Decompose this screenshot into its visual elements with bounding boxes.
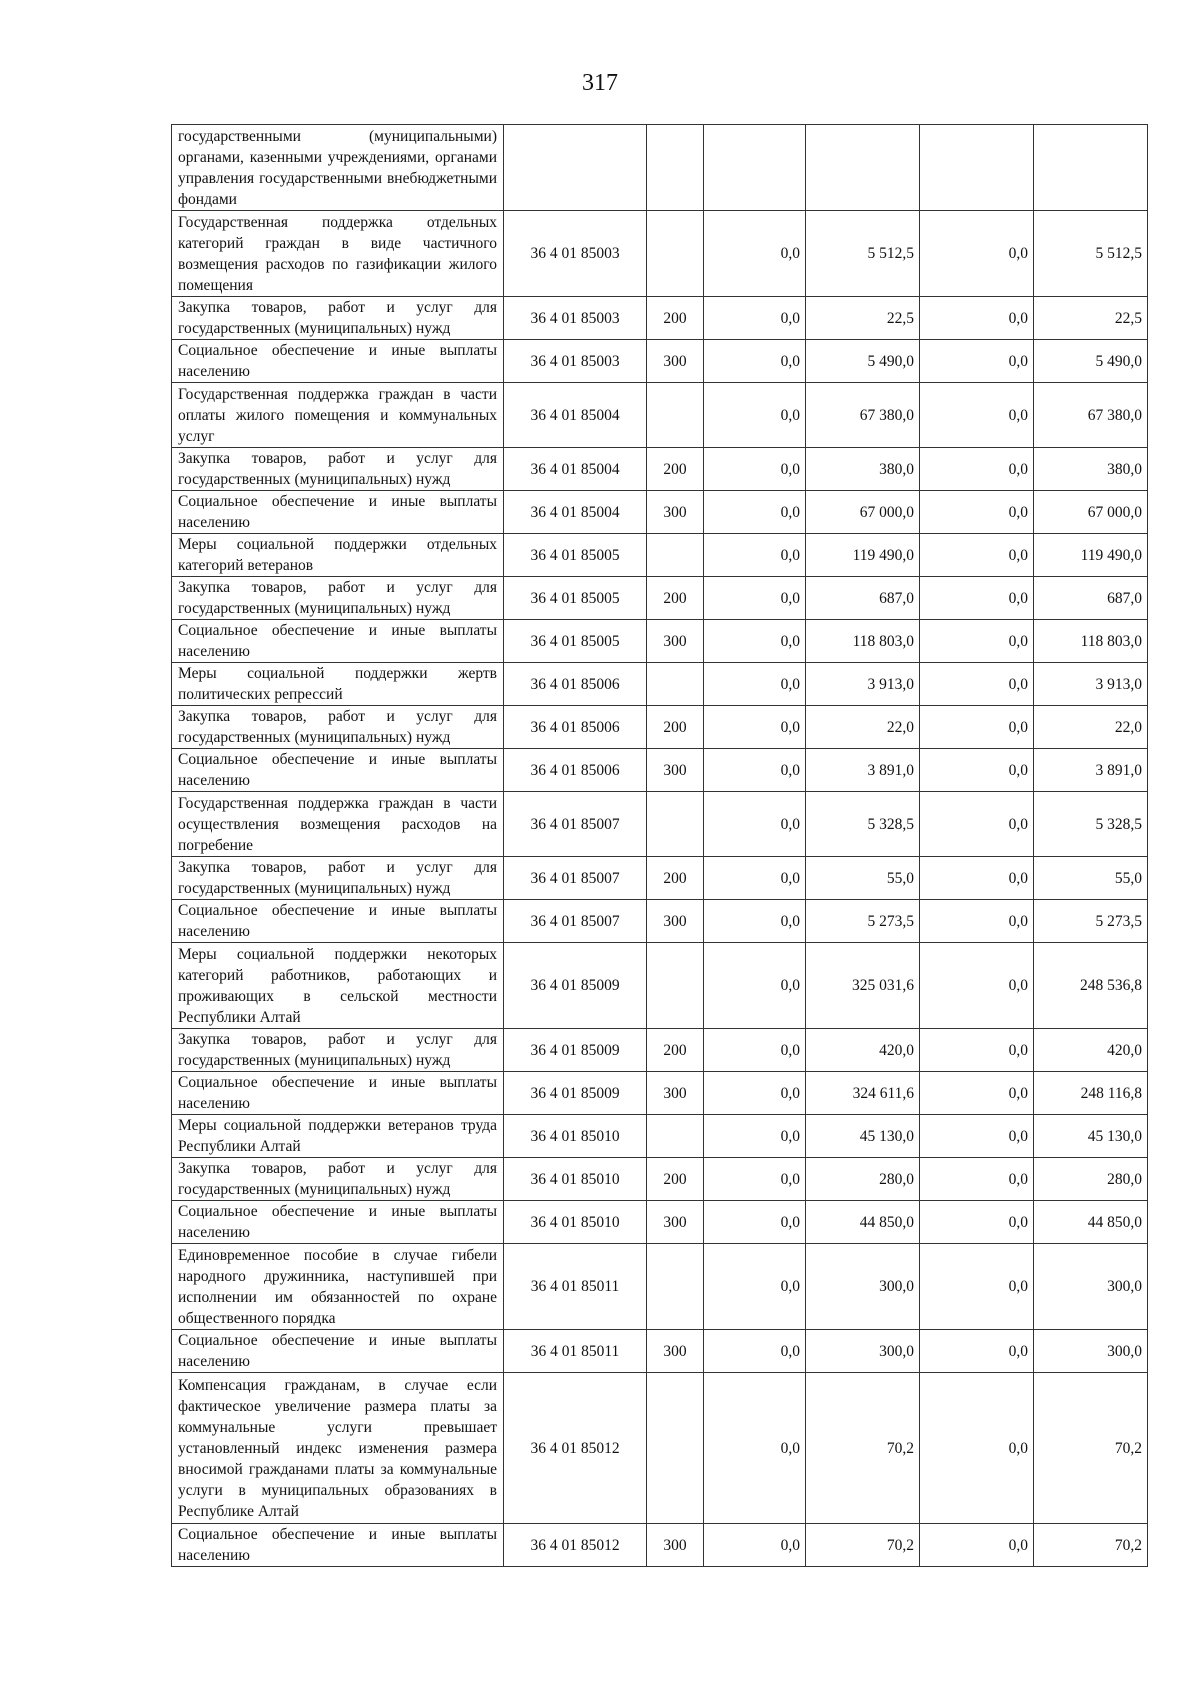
table-row [172,1072,1148,1115]
cell-expense-type: 300 [647,749,704,792]
cell-amount-3: 0,0 [920,1524,1034,1567]
cell-description: Социальное обеспечение и иные выплаты населению [172,900,504,943]
cell-target-code [504,125,647,211]
cell-amount-1: 0,0 [704,1524,806,1567]
cell-target-code: 36 4 01 85005 [504,620,647,663]
cell-target-code: 36 4 01 85003 [504,340,647,383]
cell-amount-3: 0,0 [920,1115,1034,1158]
cell-expense-type: 300 [647,620,704,663]
cell-target-code: 36 4 01 85007 [504,900,647,943]
cell-amount-2: 420,0 [806,1029,920,1072]
cell-amount-2: 3 891,0 [806,749,920,792]
cell-target-code: 36 4 01 85003 [504,297,647,340]
cell-amount-2: 119 490,0 [806,534,920,577]
cell-amount-4: 119 490,0 [1034,534,1148,577]
cell-target-code: 36 4 01 85006 [504,663,647,706]
cell-target-code: 36 4 01 85009 [504,943,647,1029]
cell-target-code: 36 4 01 85004 [504,383,647,448]
cell-amount-1: 0,0 [704,1115,806,1158]
cell-description: Меры социальной поддержки некоторых категорий работников, работающих и проживающих в сельской местности Республики Алтай [172,943,504,1029]
cell-description: Государственная поддержка граждан в части оплаты жилого помещения и коммунальных услуг [172,383,504,448]
cell-amount-4: 70,2 [1034,1373,1148,1524]
cell-amount-4: 22,0 [1034,706,1148,749]
cell-amount-2 [806,125,920,211]
cell-expense-type [647,534,704,577]
cell-target-code: 36 4 01 85007 [504,857,647,900]
cell-target-code: 36 4 01 85004 [504,448,647,491]
cell-expense-type: 300 [647,1524,704,1567]
cell-target-code: 36 4 01 85006 [504,706,647,749]
cell-amount-1: 0,0 [704,340,806,383]
table-row [172,620,1148,663]
cell-description: Меры социальной поддержки ветеранов труда Республики Алтай [172,1115,504,1158]
cell-expense-type: 300 [647,1072,704,1115]
cell-amount-3: 0,0 [920,749,1034,792]
cell-amount-3: 0,0 [920,620,1034,663]
cell-amount-4: 67 000,0 [1034,491,1148,534]
cell-amount-1: 0,0 [704,857,806,900]
cell-expense-type: 200 [647,1158,704,1201]
cell-amount-3: 0,0 [920,1244,1034,1330]
cell-target-code: 36 4 01 85005 [504,534,647,577]
cell-amount-3: 0,0 [920,1072,1034,1115]
cell-amount-4: 67 380,0 [1034,383,1148,448]
cell-amount-1: 0,0 [704,448,806,491]
cell-amount-2: 5 512,5 [806,211,920,297]
cell-description: Социальное обеспечение и иные выплаты населению [172,1524,504,1567]
page-number: 317 [582,70,618,96]
cell-expense-type [647,383,704,448]
table-row [172,943,1148,1029]
table-row [172,1244,1148,1330]
cell-amount-3: 0,0 [920,663,1034,706]
cell-amount-3: 0,0 [920,211,1034,297]
cell-amount-2: 687,0 [806,577,920,620]
cell-expense-type [647,1373,704,1524]
cell-description: Меры социальной поддержки жертв политических репрессий [172,663,504,706]
cell-expense-type [647,125,704,211]
budget-table [171,124,1148,1567]
cell-amount-3: 0,0 [920,534,1034,577]
cell-target-code: 36 4 01 85011 [504,1330,647,1373]
cell-description: Социальное обеспечение и иные выплаты населению [172,491,504,534]
cell-amount-2: 44 850,0 [806,1201,920,1244]
cell-amount-4: 3 891,0 [1034,749,1148,792]
cell-amount-3: 0,0 [920,1373,1034,1524]
cell-target-code: 36 4 01 85012 [504,1524,647,1567]
cell-amount-3: 0,0 [920,792,1034,857]
cell-expense-type: 200 [647,577,704,620]
cell-description: Закупка товаров, работ и услуг для государственных (муниципальных) нужд [172,577,504,620]
cell-amount-4: 280,0 [1034,1158,1148,1201]
table-row [172,340,1148,383]
cell-amount-3: 0,0 [920,1330,1034,1373]
cell-amount-4: 300,0 [1034,1244,1148,1330]
cell-description: Закупка товаров, работ и услуг для государственных (муниципальных) нужд [172,1158,504,1201]
cell-amount-4: 5 328,5 [1034,792,1148,857]
cell-description: Единовременное пособие в случае гибели народного дружинника, наступившей при исполнении им обязанностей по охране общественного порядка [172,1244,504,1330]
cell-amount-2: 3 913,0 [806,663,920,706]
cell-amount-4: 248 116,8 [1034,1072,1148,1115]
cell-amount-2: 45 130,0 [806,1115,920,1158]
cell-amount-4: 70,2 [1034,1524,1148,1567]
cell-amount-1: 0,0 [704,706,806,749]
cell-target-code: 36 4 01 85005 [504,577,647,620]
cell-amount-2: 5 273,5 [806,900,920,943]
cell-amount-4: 380,0 [1034,448,1148,491]
table-body [172,125,1148,1567]
cell-description: Социальное обеспечение и иные выплаты населению [172,620,504,663]
cell-target-code: 36 4 01 85009 [504,1029,647,1072]
table-row [172,1201,1148,1244]
cell-amount-3: 0,0 [920,491,1034,534]
table-row [172,749,1148,792]
cell-amount-2: 118 803,0 [806,620,920,663]
table-row [172,663,1148,706]
table-row [172,857,1148,900]
cell-amount-2: 324 611,6 [806,1072,920,1115]
cell-amount-3: 0,0 [920,340,1034,383]
cell-amount-1: 0,0 [704,1373,806,1524]
cell-amount-2: 70,2 [806,1524,920,1567]
cell-expense-type: 200 [647,706,704,749]
cell-description: Закупка товаров, работ и услуг для государственных (муниципальных) нужд [172,448,504,491]
cell-amount-1: 0,0 [704,491,806,534]
cell-amount-4: 248 536,8 [1034,943,1148,1029]
cell-amount-3: 0,0 [920,383,1034,448]
table-row [172,297,1148,340]
table-row [172,125,1148,211]
cell-description: Закупка товаров, работ и услуг для государственных (муниципальных) нужд [172,706,504,749]
cell-amount-1: 0,0 [704,792,806,857]
cell-expense-type: 300 [647,900,704,943]
cell-amount-1: 0,0 [704,1029,806,1072]
cell-amount-2: 55,0 [806,857,920,900]
cell-amount-2: 300,0 [806,1330,920,1373]
cell-target-code: 36 4 01 85004 [504,491,647,534]
cell-description: Государственная поддержка отдельных категорий граждан в виде частичного возмещения расходов по газификации жилого помещения [172,211,504,297]
cell-amount-4: 420,0 [1034,1029,1148,1072]
cell-expense-type [647,663,704,706]
cell-target-code: 36 4 01 85011 [504,1244,647,1330]
cell-amount-3: 0,0 [920,448,1034,491]
cell-target-code: 36 4 01 85010 [504,1115,647,1158]
cell-expense-type: 200 [647,857,704,900]
cell-amount-2: 280,0 [806,1158,920,1201]
cell-amount-1: 0,0 [704,1158,806,1201]
table-row [172,1158,1148,1201]
cell-description: Закупка товаров, работ и услуг для государственных (муниципальных) нужд [172,297,504,340]
table-row [172,534,1148,577]
table-row [172,491,1148,534]
table-row [172,1029,1148,1072]
cell-target-code: 36 4 01 85009 [504,1072,647,1115]
cell-expense-type: 200 [647,1029,704,1072]
cell-expense-type [647,1115,704,1158]
cell-amount-3: 0,0 [920,943,1034,1029]
cell-expense-type: 300 [647,1201,704,1244]
table-row [172,1373,1148,1524]
cell-amount-1: 0,0 [704,1244,806,1330]
cell-amount-1: 0,0 [704,297,806,340]
cell-amount-4: 3 913,0 [1034,663,1148,706]
cell-target-code: 36 4 01 85012 [504,1373,647,1524]
cell-amount-1 [704,125,806,211]
cell-amount-4: 5 512,5 [1034,211,1148,297]
cell-target-code: 36 4 01 85010 [504,1201,647,1244]
table-row [172,211,1148,297]
table-row [172,1115,1148,1158]
cell-amount-1: 0,0 [704,749,806,792]
cell-amount-4: 22,5 [1034,297,1148,340]
cell-amount-4: 118 803,0 [1034,620,1148,663]
cell-amount-1: 0,0 [704,1330,806,1373]
table-row [172,706,1148,749]
cell-description: Социальное обеспечение и иные выплаты населению [172,1201,504,1244]
cell-expense-type: 300 [647,340,704,383]
cell-amount-2: 67 000,0 [806,491,920,534]
table-row [172,383,1148,448]
cell-amount-1: 0,0 [704,577,806,620]
cell-amount-1: 0,0 [704,383,806,448]
cell-amount-1: 0,0 [704,943,806,1029]
cell-amount-1: 0,0 [704,1072,806,1115]
cell-amount-2: 70,2 [806,1373,920,1524]
cell-target-code: 36 4 01 85003 [504,211,647,297]
cell-amount-2: 22,0 [806,706,920,749]
cell-description: Социальное обеспечение и иные выплаты населению [172,340,504,383]
cell-expense-type: 200 [647,297,704,340]
cell-amount-3: 0,0 [920,706,1034,749]
table-row [172,900,1148,943]
cell-amount-3: 0,0 [920,1158,1034,1201]
cell-target-code: 36 4 01 85007 [504,792,647,857]
cell-amount-2: 5 328,5 [806,792,920,857]
cell-amount-1: 0,0 [704,663,806,706]
cell-amount-2: 325 031,6 [806,943,920,1029]
cell-expense-type [647,792,704,857]
cell-amount-3: 0,0 [920,577,1034,620]
cell-expense-type [647,211,704,297]
cell-description: Социальное обеспечение и иные выплаты населению [172,749,504,792]
cell-description: Закупка товаров, работ и услуг для государственных (муниципальных) нужд [172,857,504,900]
cell-amount-2: 5 490,0 [806,340,920,383]
cell-description: Компенсация гражданам, в случае если фактическое увеличение размера платы за коммунальные услуги превышает установленный индекс изменения размера вносимой гражданами платы за коммунальные услуги в муниципальных образованиях в Республике Алтай [172,1373,504,1524]
cell-amount-4: 44 850,0 [1034,1201,1148,1244]
cell-description: Меры социальной поддержки отдельных категорий ветеранов [172,534,504,577]
cell-expense-type: 300 [647,1330,704,1373]
cell-amount-3: 0,0 [920,1029,1034,1072]
table-row [172,792,1148,857]
cell-amount-1: 0,0 [704,211,806,297]
cell-amount-4: 5 490,0 [1034,340,1148,383]
cell-expense-type [647,1244,704,1330]
cell-amount-2: 67 380,0 [806,383,920,448]
cell-description: государственными (муниципальными) органами, казенными учреждениями, органами управления государственными внебюджетными фондами [172,125,504,211]
cell-amount-1: 0,0 [704,900,806,943]
cell-amount-3 [920,125,1034,211]
cell-target-code: 36 4 01 85006 [504,749,647,792]
cell-amount-4 [1034,125,1148,211]
cell-amount-3: 0,0 [920,1201,1034,1244]
cell-amount-3: 0,0 [920,297,1034,340]
cell-amount-4: 55,0 [1034,857,1148,900]
cell-amount-1: 0,0 [704,1201,806,1244]
cell-amount-3: 0,0 [920,857,1034,900]
cell-description: Закупка товаров, работ и услуг для государственных (муниципальных) нужд [172,1029,504,1072]
cell-amount-4: 687,0 [1034,577,1148,620]
cell-description: Социальное обеспечение и иные выплаты населению [172,1072,504,1115]
table-row [172,1330,1148,1373]
cell-amount-4: 300,0 [1034,1330,1148,1373]
cell-amount-2: 380,0 [806,448,920,491]
table-row [172,448,1148,491]
table-row [172,577,1148,620]
cell-description: Социальное обеспечение и иные выплаты населению [172,1330,504,1373]
cell-expense-type: 200 [647,448,704,491]
cell-amount-3: 0,0 [920,900,1034,943]
cell-amount-1: 0,0 [704,534,806,577]
cell-target-code: 36 4 01 85010 [504,1158,647,1201]
cell-amount-2: 22,5 [806,297,920,340]
cell-amount-4: 5 273,5 [1034,900,1148,943]
cell-amount-4: 45 130,0 [1034,1115,1148,1158]
cell-expense-type [647,943,704,1029]
cell-amount-1: 0,0 [704,620,806,663]
cell-expense-type: 300 [647,491,704,534]
cell-amount-2: 300,0 [806,1244,920,1330]
cell-description: Государственная поддержка граждан в части осуществления возмещения расходов на погребение [172,792,504,857]
table-row [172,1524,1148,1567]
